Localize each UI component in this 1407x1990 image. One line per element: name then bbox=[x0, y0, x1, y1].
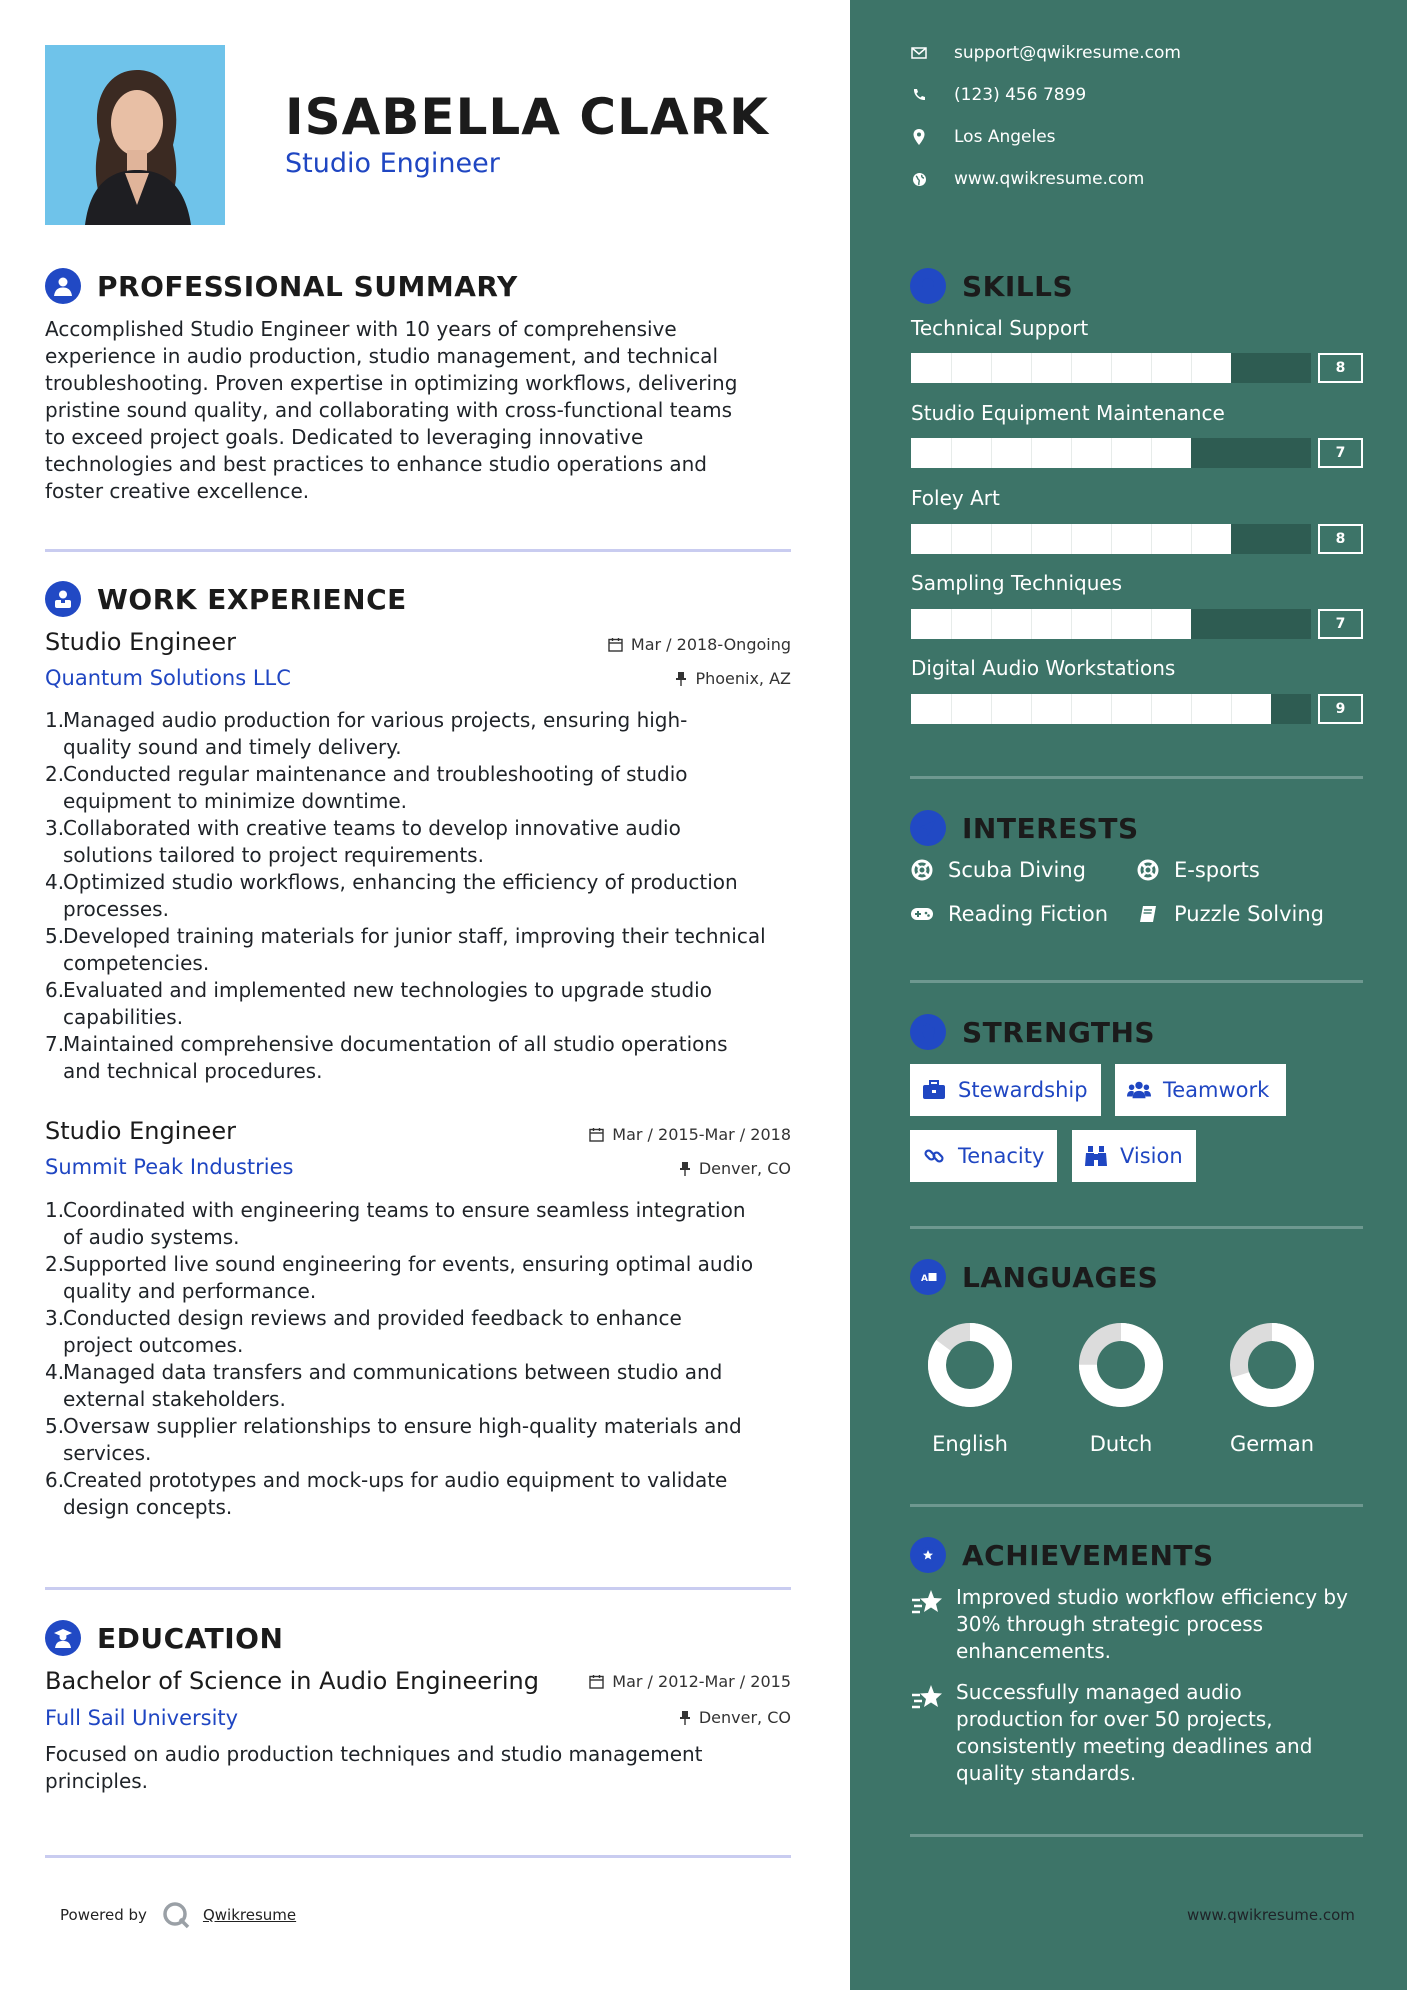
skill-bar-segment bbox=[1191, 524, 1192, 554]
section-divider bbox=[45, 549, 791, 552]
list-item bbox=[45, 869, 805, 923]
interest-item bbox=[910, 902, 1108, 926]
section-divider bbox=[910, 980, 1363, 983]
skills-title: SKILLS bbox=[962, 269, 1074, 303]
summary-line: technologies and best practices to enhance studio operations and bbox=[45, 452, 708, 476]
language-donut bbox=[925, 1320, 1015, 1410]
strength-label: Vision bbox=[1120, 1144, 1183, 1168]
gamepad-icon bbox=[910, 902, 934, 926]
item-line: Optimized studio workflows, enhancing the efficiency of production bbox=[63, 870, 738, 894]
language-item bbox=[1217, 1320, 1327, 1456]
skill-bar-segment bbox=[1031, 353, 1032, 383]
company-name: Summit Peak Industries bbox=[45, 1155, 294, 1179]
item-number: 3. bbox=[45, 816, 65, 840]
strength-label: Tenacity bbox=[958, 1144, 1045, 1168]
achievement-line: production for over 50 projects, bbox=[956, 1707, 1273, 1731]
interests-title: INTERESTS bbox=[962, 811, 1139, 845]
lightbulb-icon bbox=[910, 268, 946, 304]
summary-line: to exceed project goals. Dedicated to leveraging innovative bbox=[45, 425, 644, 449]
skill-bar-segment bbox=[951, 438, 952, 468]
section-divider bbox=[45, 1587, 791, 1590]
degree-title: Bachelor of Science in Audio Engineering bbox=[45, 1667, 539, 1695]
list-item bbox=[45, 1251, 805, 1305]
skill-bar-segment bbox=[991, 609, 992, 639]
item-line: processes. bbox=[63, 897, 169, 921]
item-number: 6. bbox=[45, 1468, 65, 1492]
item-line: Coordinated with engineering teams to ensure seamless integration bbox=[63, 1198, 746, 1222]
phone-icon bbox=[910, 86, 928, 104]
item-line: and technical procedures. bbox=[63, 1059, 323, 1083]
item-line: Supported live sound engineering for events, ensuring optimal audio bbox=[63, 1252, 754, 1276]
skill-score: 7 bbox=[1318, 438, 1363, 468]
education-line: principles. bbox=[45, 1769, 149, 1793]
job-responsibilities bbox=[45, 707, 805, 1085]
skill-bar-fill bbox=[911, 438, 1191, 468]
item-line: Conducted design reviews and provided feedback to enhance bbox=[63, 1306, 682, 1330]
skill-bar-segment bbox=[1031, 524, 1032, 554]
contact-email-text: support@qwikresume.com bbox=[954, 43, 1181, 63]
item-line: Oversaw supplier relationships to ensure high-quality materials and bbox=[63, 1414, 742, 1438]
skill-bar-segment bbox=[1071, 524, 1072, 554]
item-number: 1. bbox=[45, 1198, 65, 1222]
skill-bar-segment bbox=[1151, 524, 1152, 554]
item-number: 2. bbox=[45, 762, 65, 786]
skill-bar-segment bbox=[991, 694, 992, 724]
qwikresume-logo-icon bbox=[161, 1900, 191, 1930]
item-line: Managed data transfers and communications between studio and bbox=[63, 1360, 723, 1384]
hand-icon bbox=[910, 1014, 946, 1050]
item-line: Conducted regular maintenance and troubleshooting of studio bbox=[63, 762, 688, 786]
item-line: of audio systems. bbox=[63, 1225, 240, 1249]
interest-item bbox=[910, 858, 1086, 882]
language-icon bbox=[910, 1259, 946, 1295]
award-icon bbox=[910, 1537, 946, 1573]
calendar-icon bbox=[608, 637, 623, 652]
pin-icon bbox=[679, 1710, 691, 1725]
achievement-line: 30% through strategic process bbox=[956, 1612, 1264, 1636]
skill-bar-segment bbox=[1111, 353, 1112, 383]
item-number: 4. bbox=[45, 870, 65, 894]
skill-bar-fill bbox=[911, 694, 1271, 724]
item-number: 2. bbox=[45, 1252, 65, 1276]
skill-bar-segment bbox=[1071, 438, 1072, 468]
summary-title: PROFESSIONAL SUMMARY bbox=[97, 269, 518, 303]
portrait-illustration bbox=[45, 45, 225, 225]
map-marker-icon bbox=[910, 128, 928, 146]
skill-bar-fill bbox=[911, 609, 1191, 639]
contact-location-text: Los Angeles bbox=[954, 127, 1056, 147]
candidate-name: ISABELLA CLARK bbox=[285, 88, 769, 146]
skill-name: Sampling Techniques bbox=[911, 571, 1123, 595]
footer-powered-by bbox=[60, 1900, 296, 1930]
interests-header bbox=[910, 810, 1139, 846]
binoculars-icon bbox=[1084, 1144, 1108, 1168]
item-line: quality and performance. bbox=[63, 1279, 317, 1303]
language-name: German bbox=[1229, 1432, 1315, 1456]
language-donut bbox=[1076, 1320, 1166, 1410]
summary-line: experience in audio production, studio management, and technical bbox=[45, 344, 718, 368]
skill-bar-segment bbox=[951, 524, 952, 554]
interest-label: Scuba Diving bbox=[948, 858, 1086, 882]
contact-email[interactable] bbox=[910, 43, 1181, 63]
life-ring-icon bbox=[1136, 858, 1160, 882]
powered-by-text: Powered by bbox=[60, 1906, 147, 1924]
skill-bar-segment bbox=[1231, 694, 1232, 724]
user-icon bbox=[45, 268, 81, 304]
skill-bar-segment bbox=[1071, 353, 1072, 383]
skill-bar-segment bbox=[951, 353, 952, 383]
strengths-title: STRENGTHS bbox=[962, 1015, 1156, 1049]
contact-phone-text: (123) 456 7899 bbox=[954, 85, 1087, 105]
skill-bar-segment bbox=[951, 609, 952, 639]
item-line: capabilities. bbox=[63, 1005, 184, 1029]
life-ring-icon bbox=[910, 858, 934, 882]
item-line: external stakeholders. bbox=[63, 1387, 286, 1411]
envelope-icon bbox=[910, 44, 928, 62]
calendar-icon bbox=[589, 1674, 604, 1689]
list-item bbox=[45, 923, 805, 977]
skill-name: Digital Audio Workstations bbox=[911, 656, 1176, 680]
skill-bar-segment bbox=[1151, 609, 1152, 639]
briefcase-user-icon bbox=[45, 581, 81, 617]
skill-name: Studio Equipment Maintenance bbox=[911, 401, 1225, 425]
candidate-role: Studio Engineer bbox=[285, 148, 500, 179]
job-responsibilities bbox=[45, 1197, 805, 1521]
contact-location bbox=[910, 127, 1056, 147]
skill-bar-segment bbox=[991, 353, 992, 383]
skill-bar-segment bbox=[1071, 694, 1072, 724]
item-number: 1. bbox=[45, 708, 65, 732]
education-date bbox=[500, 1672, 791, 1691]
section-divider bbox=[910, 776, 1363, 779]
job-date bbox=[500, 1125, 791, 1144]
job-location-text: Phoenix, AZ bbox=[695, 669, 791, 688]
school-name: Full Sail University bbox=[45, 1706, 239, 1730]
item-line: Maintained comprehensive documentation of all studio operations bbox=[63, 1032, 728, 1056]
achievements-title: ACHIEVEMENTS bbox=[962, 1538, 1214, 1572]
footer-website[interactable]: www.qwikresume.com bbox=[1187, 1906, 1355, 1924]
item-line: Created prototypes and mock-ups for audio equipment to validate bbox=[63, 1468, 728, 1492]
users-icon bbox=[1127, 1078, 1151, 1102]
list-item bbox=[45, 1031, 805, 1085]
list-item bbox=[45, 1359, 805, 1413]
languages-title: LANGUAGES bbox=[962, 1260, 1159, 1294]
skill-bar-segment bbox=[1151, 694, 1152, 724]
item-number: 4. bbox=[45, 1360, 65, 1384]
skill-score: 9 bbox=[1318, 694, 1363, 724]
job-location bbox=[500, 1159, 791, 1178]
skill-name: Foley Art bbox=[911, 486, 1000, 510]
skill-bar-segment bbox=[1151, 353, 1152, 383]
item-line: Developed training materials for junior staff, improving their technical bbox=[63, 924, 766, 948]
section-divider bbox=[910, 1834, 1363, 1837]
list-item bbox=[45, 1305, 805, 1359]
language-item bbox=[1066, 1320, 1176, 1456]
skill-bar bbox=[911, 694, 1311, 724]
education-location bbox=[500, 1708, 791, 1727]
item-line: design concepts. bbox=[63, 1495, 233, 1519]
skill-bar-segment bbox=[1071, 609, 1072, 639]
strength-chip bbox=[910, 1130, 1057, 1182]
interest-label: Puzzle Solving bbox=[1174, 902, 1324, 926]
list-item bbox=[45, 815, 805, 869]
item-number: 7. bbox=[45, 1032, 65, 1056]
contact-website-text: www.qwikresume.com bbox=[954, 169, 1145, 189]
achievements-header bbox=[910, 1537, 1214, 1573]
list-item bbox=[45, 977, 805, 1031]
skill-bar-segment bbox=[1111, 524, 1112, 554]
shooting-star-icon bbox=[910, 1586, 944, 1620]
skill-bar-segment bbox=[1111, 438, 1112, 468]
skill-bar bbox=[911, 353, 1311, 383]
skill-bar-segment bbox=[1111, 694, 1112, 724]
skill-score: 7 bbox=[1318, 609, 1363, 639]
experience-title: WORK EXPERIENCE bbox=[97, 582, 407, 616]
skills-header bbox=[910, 268, 1073, 304]
strengths-header bbox=[910, 1014, 1155, 1050]
achievement-line: quality standards. bbox=[956, 1761, 1137, 1785]
job-date-text: Mar / 2018-Ongoing bbox=[630, 635, 791, 654]
item-number: 6. bbox=[45, 978, 65, 1002]
job-title: Studio Engineer bbox=[45, 1117, 236, 1145]
item-line: competencies. bbox=[63, 951, 210, 975]
section-divider bbox=[910, 1226, 1363, 1229]
education-description bbox=[45, 1741, 805, 1795]
list-item bbox=[45, 1413, 805, 1467]
job-date-text: Mar / 2015-Mar / 2018 bbox=[612, 1125, 791, 1144]
calendar-icon bbox=[589, 1127, 604, 1142]
education-date-text: Mar / 2012-Mar / 2015 bbox=[612, 1672, 791, 1691]
interest-item bbox=[1136, 902, 1324, 926]
skill-bar-segment bbox=[991, 524, 992, 554]
skill-bar-segment bbox=[951, 694, 952, 724]
pin-icon bbox=[675, 671, 687, 686]
experience-header bbox=[45, 581, 407, 617]
book-icon bbox=[1136, 902, 1160, 926]
item-number: 3. bbox=[45, 1306, 65, 1330]
section-divider bbox=[910, 1504, 1363, 1507]
summary-line: Accomplished Studio Engineer with 10 years of comprehensive bbox=[45, 317, 677, 341]
education-title: EDUCATION bbox=[97, 1621, 284, 1655]
skill-bar bbox=[911, 524, 1311, 554]
job-location-text: Denver, CO bbox=[698, 1159, 791, 1178]
skill-bar-segment bbox=[1031, 438, 1032, 468]
section-divider bbox=[45, 1855, 791, 1858]
item-line: Managed audio production for various projects, ensuring high- bbox=[63, 708, 688, 732]
link-icon bbox=[922, 1144, 946, 1168]
company-name: Quantum Solutions LLC bbox=[45, 666, 291, 690]
skill-name: Technical Support bbox=[911, 316, 1089, 340]
education-header bbox=[45, 1620, 283, 1656]
svg-text:A: A bbox=[921, 1274, 928, 1284]
item-number: 5. bbox=[45, 924, 65, 948]
achievement-line: consistently meeting deadlines and bbox=[956, 1734, 1313, 1758]
summary-line: foster creative excellence. bbox=[45, 479, 310, 503]
graduate-icon bbox=[45, 1620, 81, 1656]
list-item bbox=[45, 707, 805, 761]
skill-bar bbox=[911, 438, 1311, 468]
language-name: English bbox=[932, 1432, 1008, 1456]
interest-label: E-sports bbox=[1174, 858, 1260, 882]
qwikresume-link[interactable]: Qwikresume bbox=[202, 1906, 297, 1924]
job-title: Studio Engineer bbox=[45, 628, 236, 656]
job-location bbox=[500, 669, 791, 688]
item-line: services. bbox=[63, 1441, 152, 1465]
languages-header bbox=[910, 1259, 1158, 1295]
education-line: Focused on audio production techniques and studio management bbox=[45, 1742, 703, 1766]
item-line: quality sound and timely delivery. bbox=[63, 735, 402, 759]
contact-phone[interactable] bbox=[910, 85, 1086, 105]
skill-bar-segment bbox=[1191, 353, 1192, 383]
skill-bar bbox=[911, 609, 1311, 639]
item-line: Evaluated and implemented new technologies to upgrade studio bbox=[63, 978, 712, 1002]
skill-bar-segment bbox=[1031, 694, 1032, 724]
language-name: Dutch bbox=[1089, 1432, 1153, 1456]
item-line: Collaborated with creative teams to develop innovative audio bbox=[63, 816, 681, 840]
paper-plane-icon bbox=[910, 810, 946, 846]
briefcase-icon bbox=[922, 1078, 946, 1102]
skill-bar-segment bbox=[1151, 438, 1152, 468]
profile-photo bbox=[45, 45, 225, 225]
contact-website[interactable] bbox=[910, 169, 1144, 189]
list-item bbox=[45, 1467, 805, 1521]
achievement-item bbox=[910, 1679, 1370, 1787]
globe-icon bbox=[910, 170, 928, 188]
achievement-item bbox=[910, 1584, 1370, 1665]
item-line: solutions tailored to project requirements. bbox=[63, 843, 484, 867]
item-line: project outcomes. bbox=[63, 1333, 244, 1357]
skill-bar-segment bbox=[1111, 609, 1112, 639]
job-date bbox=[500, 635, 791, 654]
list-item bbox=[45, 1197, 805, 1251]
interest-item bbox=[1136, 858, 1260, 882]
pin-icon bbox=[679, 1161, 691, 1176]
summary-text bbox=[45, 316, 815, 505]
item-line: equipment to minimize downtime. bbox=[63, 789, 408, 813]
language-item bbox=[915, 1320, 1025, 1456]
achievement-line: Improved studio workflow efficiency by bbox=[956, 1585, 1348, 1609]
strength-label: Teamwork bbox=[1163, 1078, 1270, 1102]
skill-bar-segment bbox=[991, 438, 992, 468]
summary-header bbox=[45, 268, 518, 304]
summary-line: troubleshooting. Proven expertise in optimizing workflows, delivering bbox=[45, 371, 738, 395]
skill-bar-segment bbox=[1031, 609, 1032, 639]
skill-score: 8 bbox=[1318, 353, 1363, 383]
summary-line: pristine sound quality, and collaborating with cross-functional teams bbox=[45, 398, 732, 422]
strength-chip bbox=[1072, 1130, 1196, 1182]
list-item bbox=[45, 761, 805, 815]
skill-score: 8 bbox=[1318, 524, 1363, 554]
item-number: 5. bbox=[45, 1414, 65, 1438]
language-donut bbox=[1227, 1320, 1317, 1410]
interest-label: Reading Fiction bbox=[948, 902, 1109, 926]
skill-bar-segment bbox=[1191, 694, 1192, 724]
achievement-line: Successfully managed audio bbox=[956, 1680, 1242, 1704]
strength-chip bbox=[1115, 1064, 1286, 1116]
strength-label: Stewardship bbox=[958, 1078, 1088, 1102]
education-location-text: Denver, CO bbox=[698, 1708, 791, 1727]
strength-chip bbox=[910, 1064, 1101, 1116]
shooting-star-icon bbox=[910, 1681, 944, 1715]
achievement-line: enhancements. bbox=[956, 1639, 1111, 1663]
